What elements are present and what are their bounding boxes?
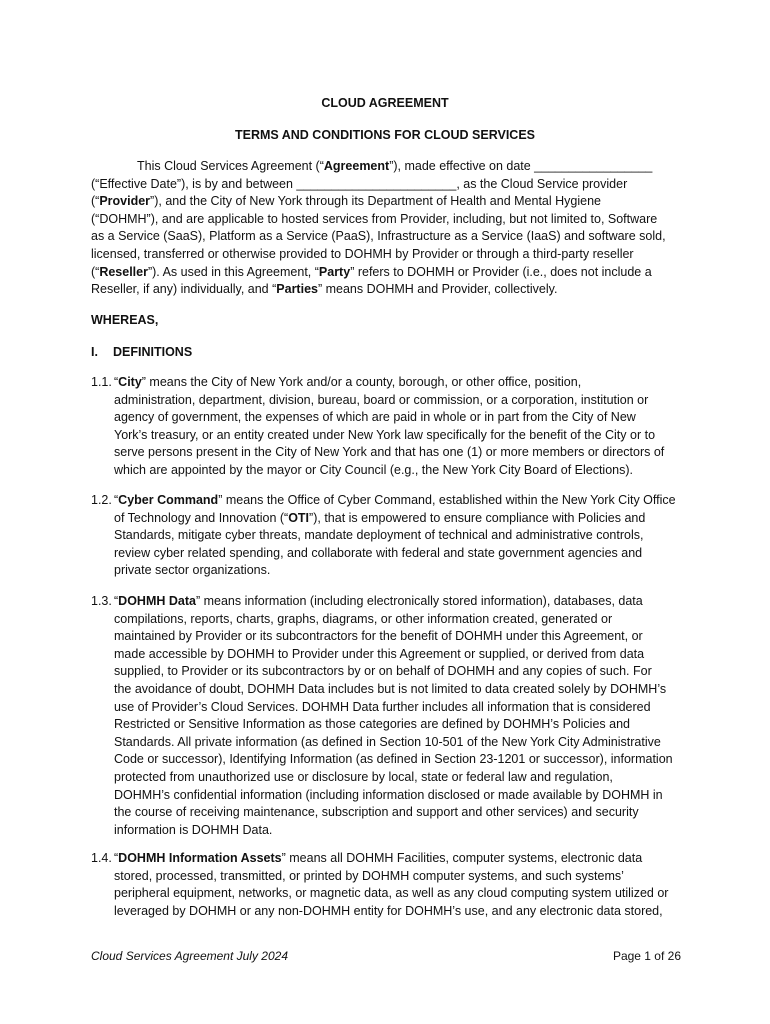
intro-line: (“Reseller”). As used in this Agreement, “Party” refers to DOHMH or Provider (i.e., does not include a [91, 264, 652, 279]
definition-number: 1.1. [91, 375, 112, 389]
section-number: I. [91, 345, 98, 359]
intro-line: Reseller, if any) individually, and “Parties” means DOHMH and Provider, collectively. [91, 282, 558, 297]
definition-term: DOHMH Information Assets [118, 851, 282, 865]
intro-paragraph [91, 158, 681, 299]
definition-term: City [118, 375, 142, 389]
whereas-heading: WHEREAS, [91, 313, 159, 327]
intro-line: (“DOHMH”), and are applicable to hosted services from Provider, including, but not limited to, Software [91, 211, 658, 226]
definition-number: 1.2. [91, 493, 112, 507]
document-subtitle: TERMS AND CONDITIONS FOR CLOUD SERVICES [234, 128, 536, 142]
intro-line: licensed, transferred or otherwise provided to DOHMH by Provider or through a third-party reseller [91, 246, 634, 261]
definition-body: “DOHMH Information Assets” means all DOHMH Facilities, computer systems, electronic data stored, processed, transmitted, or printed by DOHMH computer systems, and such systems’ peripheral equipment, networks, or magnetic data, as well as any cloud computing system utilized or leveraged by DOHMH or any non-DOHMH entity for DOHMH’s use, and any electronic data stored, [114, 851, 669, 918]
section-title: DEFINITIONS [113, 345, 193, 359]
page-number: Page 1 of 26 [612, 949, 681, 963]
intro-line: This Cloud Services Agreement (“Agreement”), made effective on date _________________ [137, 159, 653, 173]
definition-line-oti: of Technology and Innovation (“OTI”), that is empowered to ensure compliance with Policies and [114, 510, 646, 525]
definition-item [91, 593, 681, 839]
definition-body: “DOHMH Data” means information (including electronically stored information), databases, data compilations, reports, charts, graphs, diagrams, or other information created, generated or maintained by Provider or its subcontractors for the benefit of DOHMH under this Agreement, or made accessible by DOHMH to Provider under this Agreement or supplied, or derived from data supplied, to Provider or its subcontractors by or on behalf of DOHMH and any copies of such. For the avoidance of doubt, DOHMH Data includes but is not limited to data created solely by DOHMH’s use of Provider’s Cloud Services. DOHMH Data further includes all information that is considered Restricted or Sensitive Information as those categories are defined by DOHMH’s Policies and Standards. All private information (as defined in Section 10-501 of the New York City Administrative Code or successor), Identifying Information (as defined in Section 23-1201 or successor), information protected from unauthorized use or disclosure by local, state or federal law and regulation, DOHMH’s confidential information (including information disclosed or made available by DOHMH in the course of receiving maintenance, subscription and support and other services) and security information is DOHMH Data. [114, 594, 673, 837]
definition-number: 1.3. [91, 594, 112, 608]
intro-line: (“Provider”), and the City of New York through its Department of Health and Mental Hygiene [91, 194, 601, 209]
definition-item [91, 492, 681, 580]
section-heading [91, 344, 192, 362]
oti-acronym: OTI [288, 510, 310, 525]
definition-item [91, 850, 681, 920]
intro-line: as a Service (SaaS), Platform as a Service (PaaS), Infrastructure as a Service (IaaS) and software sold, [91, 229, 666, 244]
definition-term: Cyber Command [118, 493, 219, 507]
definition-number: 1.4. [91, 851, 112, 865]
definition-body: “City” means the City of New York and/or a county, borough, or other office, position, administration, department, division, bureau, board or commission, or a corporation, institution or agency of government, the expenses of which are paid in whole or in part from the City of New York’s treasury, or an entity created under New York law specifically for the benefit of the City or to serve persons present in the City of New York and that has one (1) or more members or directors of which are appointed by the mayor or City Council (e.g., the New York City Board of Elections). [114, 375, 665, 477]
definition-body: “Cyber Command” means the Office of Cyber Command, established within the New York City Office of Technology and Innovation (“OTI”), that is empowered to ensure compliance with Policies and Standards, mitigate cyber threats, mandate deployment of technical and administrative controls, review cyber related spending, and collaborate with federal and state government agencies and private sector organizations. [114, 492, 681, 580]
definition-term: DOHMH Data [118, 594, 196, 608]
intro-line: (“Effective Date”), is by and between _______________________, as the Cloud Service provider [91, 176, 628, 191]
footer-document-label: Cloud Services Agreement July 2024 [91, 949, 288, 963]
document-title: CLOUD AGREEMENT [321, 96, 449, 110]
definition-item [91, 374, 681, 480]
